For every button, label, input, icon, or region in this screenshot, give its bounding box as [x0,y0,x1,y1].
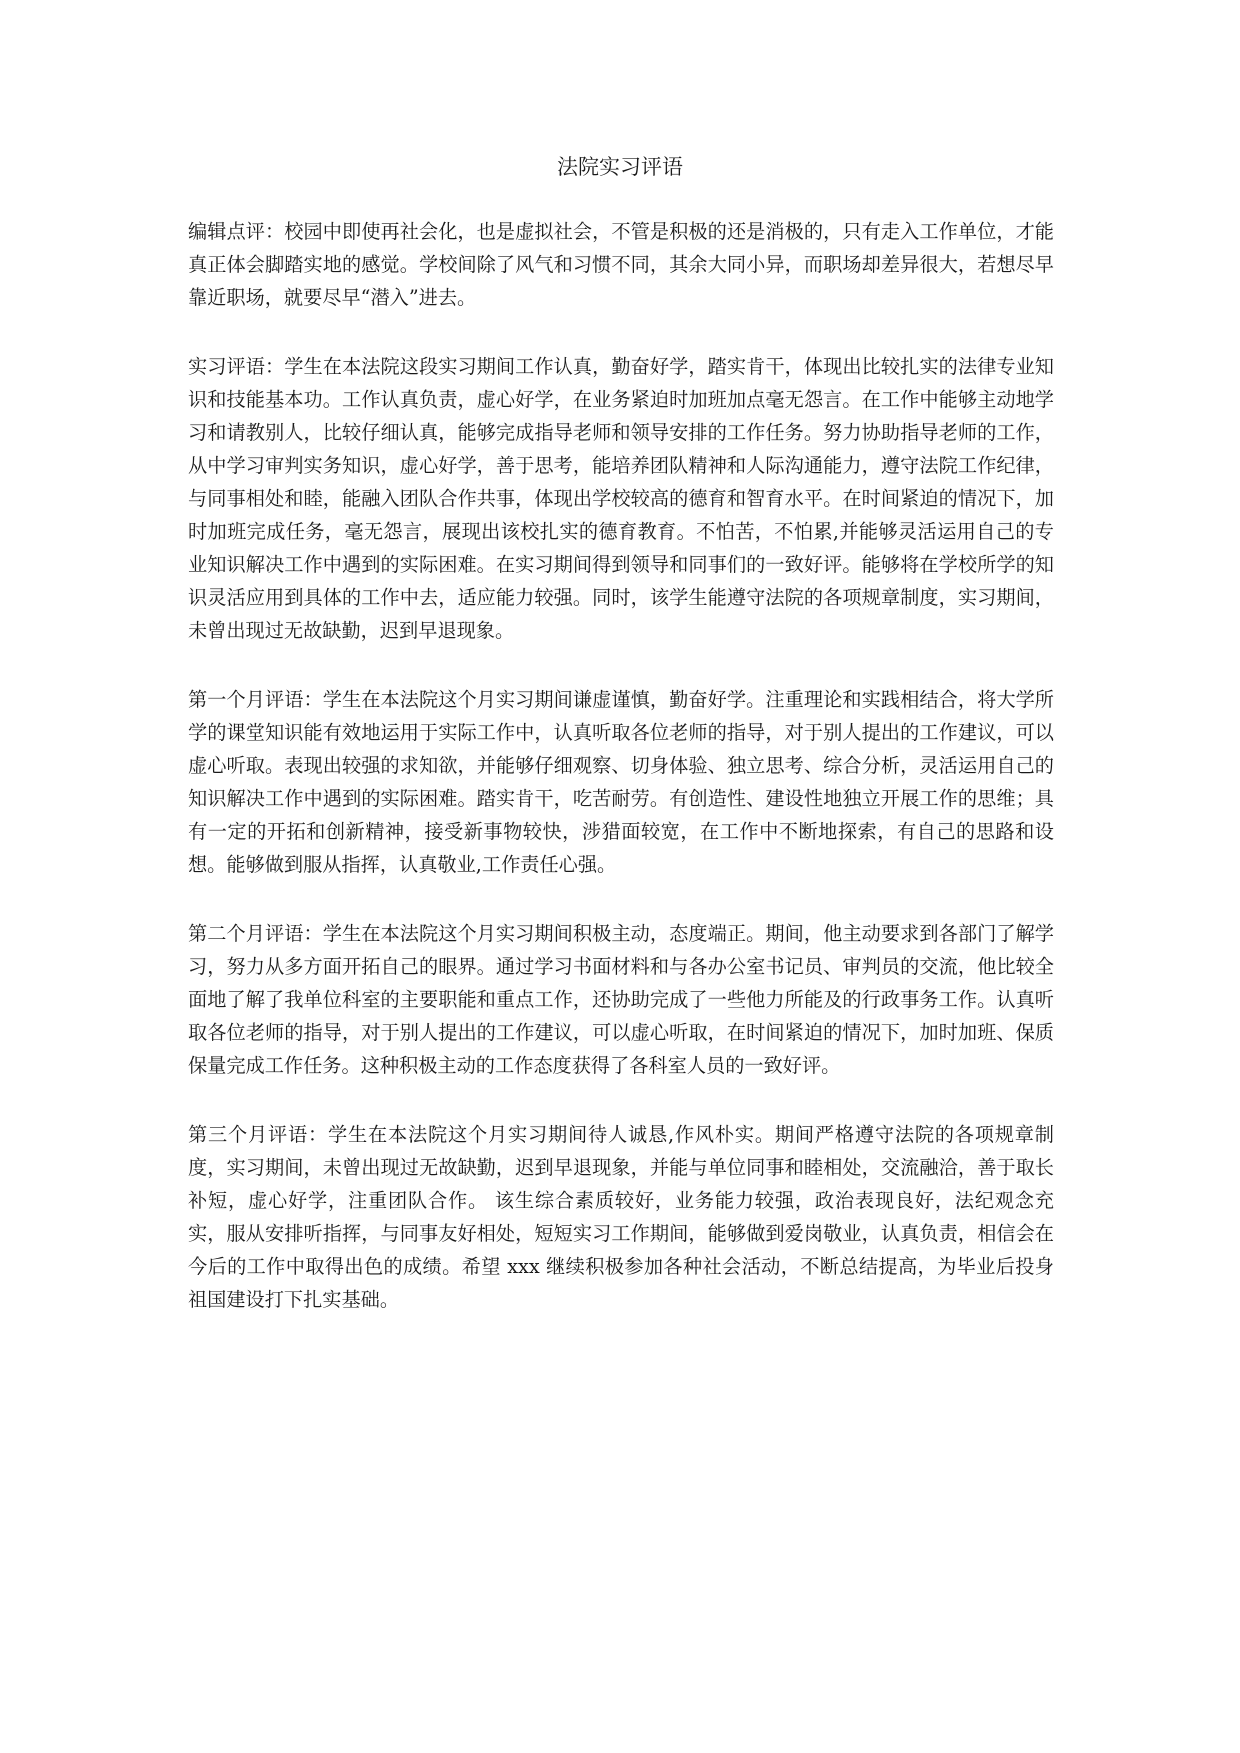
paragraph-month-3-review: 第三个月评语：学生在本法院这个月实习期间待人诚恳,作风朴实。期间严格遵守法院的各项规章制度，实习期间，未曾出现过无故缺勤，迟到早退现象，并能与单位同事和睦相处，交流融洽，善于取长补短，虚心好学，注重团队合作。 该生综合素质较好，业务能力较强，政治表现良好，法纪观念充实，服从安排听指挥，与同事友好相处，短短实习工作期间，能够做到爱岗敬业，认真负责，相信会在今后的工作中取得出色的成绩。希望 xxx 继续积极参加各种社会活动，不断总结提高，为毕业后投身祖国建设打下扎实基础。 [188,1123,1054,1311]
paragraph-editor-comment: 编辑点评：校园中即使再社会化，也是虚拟社会，不管是积极的还是消极的，只有走入工作单位，才能真正体会脚踏实地的感觉。学校间除了风气和习惯不同，其余大同小异，而职场却差异很大，若想尽早靠近职场，就要尽早“潜入”进去。 [188,220,1054,309]
paragraph-month-1-review: 第一个月评语：学生在本法院这个月实习期间谦虚谨慎，勤奋好学。注重理论和实践相结合，将大学所学的课堂知识能有效地运用于实际工作中，认真听取各位老师的指导，对于别人提出的工作建议，可以虚心听取。表现出较强的求知欲，并能够仔细观察、切身体验、独立思考、综合分析，灵活运用自己的知识解决工作中遇到的实际困难。踏实肯干，吃苦耐劳。有创造性、建设性地独立开展工作的思维；具有一定的开拓和创新精神，接受新事物较快，涉猎面较宽，在工作中不断地探索，有自己的思路和设想。能够做到服从指挥，认真敬业,工作责任心强。 [188,688,1054,876]
paragraph-internship-review: 实习评语：学生在本法院这段实习期间工作认真，勤奋好学，踏实肯干，体现出比较扎实的法律专业知识和技能基本功。工作认真负责，虚心好学，在业务紧迫时加班加点毫无怨言。在工作中能够主动地学习和请教别人，比较仔细认真，能够完成指导老师和领导安排的工作任务。努力协助指导老师的工作，从中学习审判实务知识，虚心好学，善于思考，能培养团队精神和人际沟通能力，遵守法院工作纪律，与同事相处和睦，能融入团队合作共事，体现出学校较高的德育和智育水平。在时间紧迫的情况下，加时加班完成任务，毫无怨言，展现出该校扎实的德育教育。不怕苦，不怕累,并能够灵活运用自己的专业知识解决工作中遇到的实际困难。在实习期间得到领导和同事们的一致好评。能够将在学校所学的知识灵活应用到具体的工作中去，适应能力较强。同时，该学生能遵守法院的各项规章制度，实习期间，未曾出现过无故缺勤，迟到早退现象。 [188,355,1054,642]
document-title: 法院实习评语 [557,155,683,179]
document-body [188,215,1054,1352]
paragraph-month-2-review: 第二个月评语：学生在本法院这个月实习期间积极主动，态度端正。期间，他主动要求到各部门了解学习，努力从多方面开拓自己的眼界。通过学习书面材料和与各办公室书记员、审判员的交流，他比较全面地了解了我单位科室的主要职能和重点工作，还协助完成了一些他力所能及的行政事务工作。认真听取各位老师的指导，对于别人提出的工作建议，可以虚心听取，在时间紧迫的情况下，加时加班、保质保量完成工作任务。这种积极主动的工作态度获得了各科室人员的一致好评。 [188,922,1054,1077]
